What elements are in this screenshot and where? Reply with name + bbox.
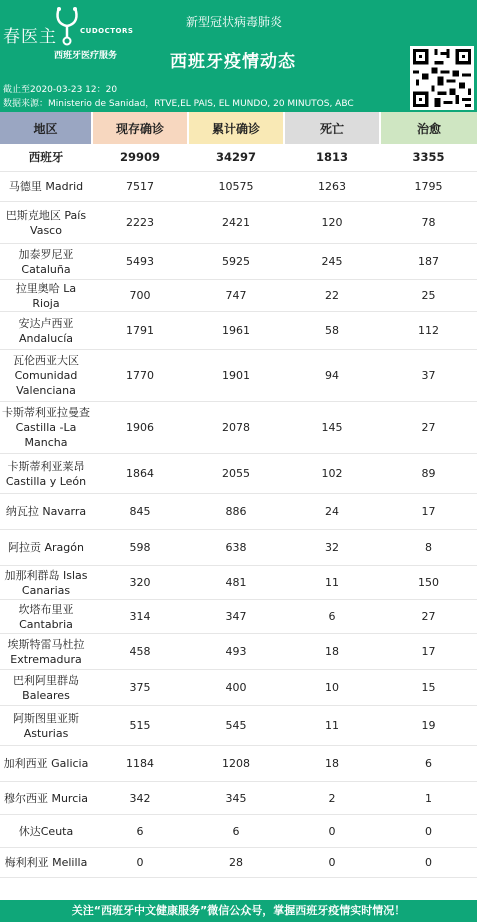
column-header-recovered: 治愈 [380, 112, 477, 144]
region-cell: 马德里 Madrid [0, 172, 92, 202]
logo-text: 春医主 [3, 27, 57, 47]
region-cell: 穆尔西亚 Murcia [0, 782, 92, 815]
confirmed-cell: 6 [188, 815, 284, 848]
deaths-cell: 18 [284, 634, 380, 670]
recovered-cell: 27 [380, 402, 477, 454]
deaths-cell: 11 [284, 566, 380, 600]
confirmed-cell: 1961 [188, 312, 284, 350]
recovered-cell: 6 [380, 746, 477, 782]
active-cell: 515 [92, 706, 188, 746]
active-cell: 700 [92, 280, 188, 312]
table-row [0, 782, 477, 815]
recovered-cell: 78 [380, 202, 477, 244]
deaths-cell: 6 [284, 600, 380, 634]
active-cell: 1906 [92, 402, 188, 454]
confirmed-cell: 345 [188, 782, 284, 815]
table-row [0, 202, 477, 244]
active-cell: 7517 [92, 172, 188, 202]
recovered-cell: 19 [380, 706, 477, 746]
confirmed-cell: 1901 [188, 350, 284, 402]
recovered-cell: 1 [380, 782, 477, 815]
deaths-cell: 32 [284, 530, 380, 566]
table-row [0, 746, 477, 782]
logo-en: CUDOCTORS [80, 27, 134, 35]
cases-table [0, 112, 477, 878]
table-row [0, 172, 477, 202]
region-cell: 纳瓦拉 Navarra [0, 494, 92, 530]
table-row [0, 530, 477, 566]
page-title: 西班牙疫情动态 [170, 52, 296, 72]
region-cell: 加那利群岛 Islas Canarias [0, 566, 92, 600]
table-row [0, 670, 477, 706]
deaths-cell: 24 [284, 494, 380, 530]
qr-code-icon [410, 46, 474, 110]
recovered-cell: 17 [380, 494, 477, 530]
active-cell: 5493 [92, 244, 188, 280]
table-row [0, 815, 477, 848]
recovered-cell: 27 [380, 600, 477, 634]
confirmed-cell: 2421 [188, 202, 284, 244]
region-cell: 卡斯蒂利亚拉曼查 Castilla -La Mancha [0, 402, 92, 454]
total-row [0, 144, 477, 172]
footer-banner: 关注“西班牙中文健康服务”微信公众号，掌握西班牙疫情实时情况！ [0, 900, 477, 922]
active-cell: 845 [92, 494, 188, 530]
table-row [0, 848, 477, 878]
confirmed-cell: 10575 [188, 172, 284, 202]
confirmed-cell: 638 [188, 530, 284, 566]
confirmed-cell: 5925 [188, 244, 284, 280]
confirmed-cell: 545 [188, 706, 284, 746]
stethoscope-icon [54, 6, 80, 46]
deaths-cell: 58 [284, 312, 380, 350]
region-cell: 拉里奥哈 La Rioja [0, 280, 92, 312]
active-cell: 458 [92, 634, 188, 670]
deaths-cell: 0 [284, 848, 380, 878]
deaths-cell: 2 [284, 782, 380, 815]
deaths-cell: 102 [284, 454, 380, 494]
total-confirmed: 34297 [188, 144, 284, 172]
deaths-cell: 1263 [284, 172, 380, 202]
active-cell: 2223 [92, 202, 188, 244]
total-active: 29909 [92, 144, 188, 172]
table-row [0, 634, 477, 670]
confirmed-cell: 747 [188, 280, 284, 312]
active-cell: 0 [92, 848, 188, 878]
confirmed-cell: 28 [188, 848, 284, 878]
recovered-cell: 150 [380, 566, 477, 600]
recovered-cell: 8 [380, 530, 477, 566]
region-cell: 安达卢西亚 Andalucía [0, 312, 92, 350]
column-header-active: 现存确诊 [92, 112, 188, 144]
region-cell: 瓦伦西亚大区 Comunidad Valenciana [0, 350, 92, 402]
active-cell: 314 [92, 600, 188, 634]
total-deaths: 1813 [284, 144, 380, 172]
region-cell: 加泰罗尼亚 Cataluña [0, 244, 92, 280]
recovered-cell: 0 [380, 815, 477, 848]
table-row [0, 494, 477, 530]
confirmed-cell: 400 [188, 670, 284, 706]
confirmed-cell: 886 [188, 494, 284, 530]
recovered-cell: 1795 [380, 172, 477, 202]
region-cell: 阿斯图里亚斯 Asturias [0, 706, 92, 746]
region-cell: 阿拉贡 Aragón [0, 530, 92, 566]
table-row [0, 706, 477, 746]
recovered-cell: 89 [380, 454, 477, 494]
table-header-row [0, 112, 477, 144]
active-cell: 375 [92, 670, 188, 706]
column-header-confirmed: 累计确诊 [188, 112, 284, 144]
recovered-cell: 17 [380, 634, 477, 670]
region-cell: 埃斯特雷马杜拉 Extremadura [0, 634, 92, 670]
region-cell: 坎塔布里亚 Cantabria [0, 600, 92, 634]
confirmed-cell: 2078 [188, 402, 284, 454]
column-header-deaths: 死亡 [284, 112, 380, 144]
active-cell: 598 [92, 530, 188, 566]
recovered-cell: 37 [380, 350, 477, 402]
table-row [0, 566, 477, 600]
column-header-region: 地区 [0, 112, 92, 144]
active-cell: 1791 [92, 312, 188, 350]
active-cell: 1184 [92, 746, 188, 782]
deaths-cell: 245 [284, 244, 380, 280]
active-cell: 320 [92, 566, 188, 600]
deaths-cell: 10 [284, 670, 380, 706]
table-row [0, 402, 477, 454]
table-row [0, 280, 477, 312]
confirmed-cell: 347 [188, 600, 284, 634]
region-cell: 巴利阿里群岛 Baleares [0, 670, 92, 706]
header-banner [0, 0, 477, 112]
deaths-cell: 11 [284, 706, 380, 746]
recovered-cell: 25 [380, 280, 477, 312]
table-row [0, 350, 477, 402]
region-cell: 卡斯蒂利亚莱昂 Castilla y León [0, 454, 92, 494]
recovered-cell: 187 [380, 244, 477, 280]
active-cell: 6 [92, 815, 188, 848]
table-row [0, 454, 477, 494]
active-cell: 1770 [92, 350, 188, 402]
deaths-cell: 145 [284, 402, 380, 454]
table-row [0, 312, 477, 350]
recovered-cell: 0 [380, 848, 477, 878]
region-cell: 巴斯克地区 País Vasco [0, 202, 92, 244]
data-source: 数据来源：Ministerio de Sanidad，RTVE,EL PAIS, EL MUNDO, 20 MINUTOS, ABC [3, 99, 354, 109]
total-recovered: 3355 [380, 144, 477, 172]
total-region: 西班牙 [0, 144, 92, 172]
deaths-cell: 22 [284, 280, 380, 312]
cutoff-time: 截止至2020-03-23 12：20 [3, 85, 118, 95]
region-cell: 休达Ceuta [0, 815, 92, 848]
logo-subtitle: 西班牙医疗服务 [54, 51, 118, 61]
confirmed-cell: 1208 [188, 746, 284, 782]
region-cell: 加利西亚 Galicia [0, 746, 92, 782]
region-cell: 梅利利亚 Melilla [0, 848, 92, 878]
deaths-cell: 120 [284, 202, 380, 244]
table-row [0, 244, 477, 280]
confirmed-cell: 493 [188, 634, 284, 670]
recovered-cell: 112 [380, 312, 477, 350]
confirmed-cell: 481 [188, 566, 284, 600]
page-subtitle: 新型冠状病毒肺炎 [186, 15, 283, 29]
active-cell: 342 [92, 782, 188, 815]
deaths-cell: 18 [284, 746, 380, 782]
confirmed-cell: 2055 [188, 454, 284, 494]
recovered-cell: 15 [380, 670, 477, 706]
active-cell: 1864 [92, 454, 188, 494]
deaths-cell: 94 [284, 350, 380, 402]
table-row [0, 600, 477, 634]
deaths-cell: 0 [284, 815, 380, 848]
